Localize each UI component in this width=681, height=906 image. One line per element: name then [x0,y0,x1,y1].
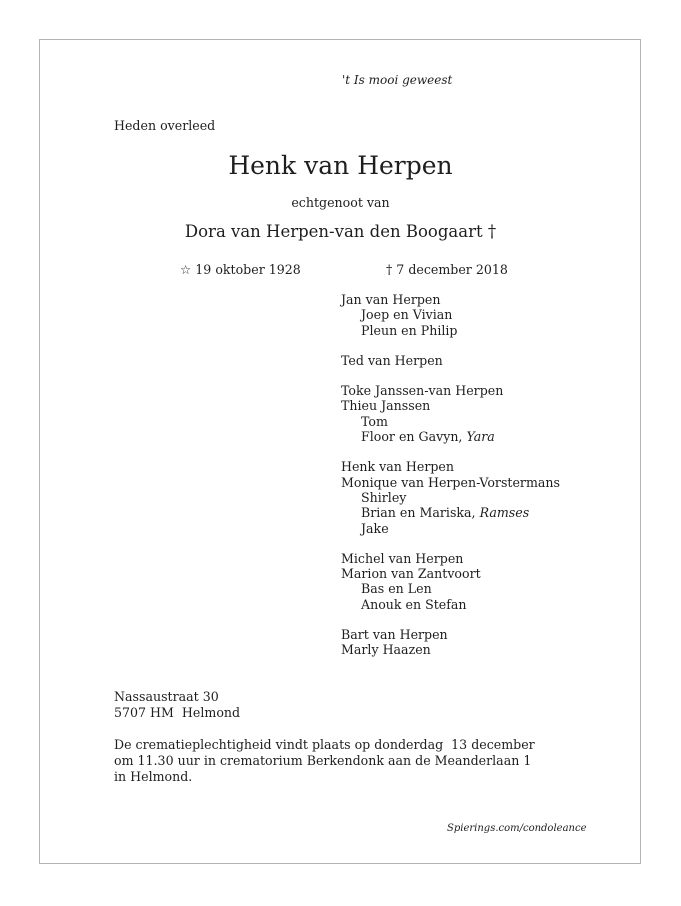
family-member [341,627,560,642]
ceremony-line: in Helmond. [114,769,193,784]
family-group [341,292,560,338]
family-member-name: Joep en Vivian [361,307,453,323]
family-member-name: Shirley [361,489,407,505]
family-member-name: Ted van Herpen [341,352,443,368]
family-member-name: Marly Haazen [341,642,431,658]
family-member-name: Michel van Herpen [341,550,464,566]
family-group [341,551,560,612]
family-member-name: Henk van Herpen [341,459,454,475]
family-member-name: Anouk en Stefan [361,596,467,612]
family-member-name: Jake [361,520,389,536]
ceremony-line: om 11.30 uur in crematorium Berkendonk aan de Meanderlaan 1 [114,753,532,768]
family-list [341,292,560,673]
family-member [341,353,560,368]
family-member-name: Bart van Herpen [341,627,448,643]
family-member-pet: Yara [466,429,495,445]
family-member [341,642,560,657]
family-member [341,398,560,413]
family-member-name: Brian en Mariska, [361,505,480,521]
family-member [341,292,560,307]
family-member-grandchild [341,521,560,536]
motto: 't Is mooi geweest [342,73,453,87]
family-member-name: Jan van Herpen [341,292,441,307]
family-member [341,566,560,581]
family-member-name: Thieu Janssen [341,398,431,414]
family-member-name: Monique van Herpen-Vorstermans [341,474,560,490]
family-member [341,459,560,474]
family-member [341,383,560,398]
family-member-grandchild [341,490,560,505]
spouse-name: Dora van Herpen-van den Boogaart † [184,222,497,241]
ceremony-line: De crematieplechtigheid vindt plaats op donderdag 13 december [114,737,535,752]
family-member-name: Marion van Zantvoort [341,566,481,582]
intro-text: Heden overleed [114,118,216,133]
birth-date: ☆ 19 oktober 1928 [180,262,301,277]
address-block [114,689,240,721]
family-group [341,353,560,368]
deceased-name: Henk van Herpen [228,151,453,180]
family-group [341,383,560,444]
family-member-name: Tom [361,413,388,429]
family-member [341,475,560,490]
family-member [341,551,560,566]
family-member-name: Pleun en Philip [361,322,458,338]
family-member-grandchild [341,323,560,338]
address-street: Nassaustraat 30 [114,689,219,704]
ceremony-text [114,737,535,785]
family-member-name: Bas en Len [361,581,432,597]
family-member-pet: Ramses [479,505,530,521]
family-member-name: Toke Janssen-van Herpen [341,383,504,399]
family-member-name: Floor en Gavyn, [361,429,467,445]
family-member-grandchild [341,429,560,444]
spouse-label: echtgenoot van [291,195,390,210]
address-city: 5707 HM Helmond [114,705,241,720]
family-member-grandchild [341,597,560,612]
death-date: † 7 december 2018 [386,262,508,277]
family-member-grandchild [341,581,560,596]
credit-link[interactable]: Spierings.com/condoleance [447,823,587,834]
family-group [341,459,560,535]
family-member-grandchild [341,414,560,429]
family-member-grandchild [341,505,560,520]
family-member-grandchild [341,307,560,322]
family-group [341,627,560,658]
